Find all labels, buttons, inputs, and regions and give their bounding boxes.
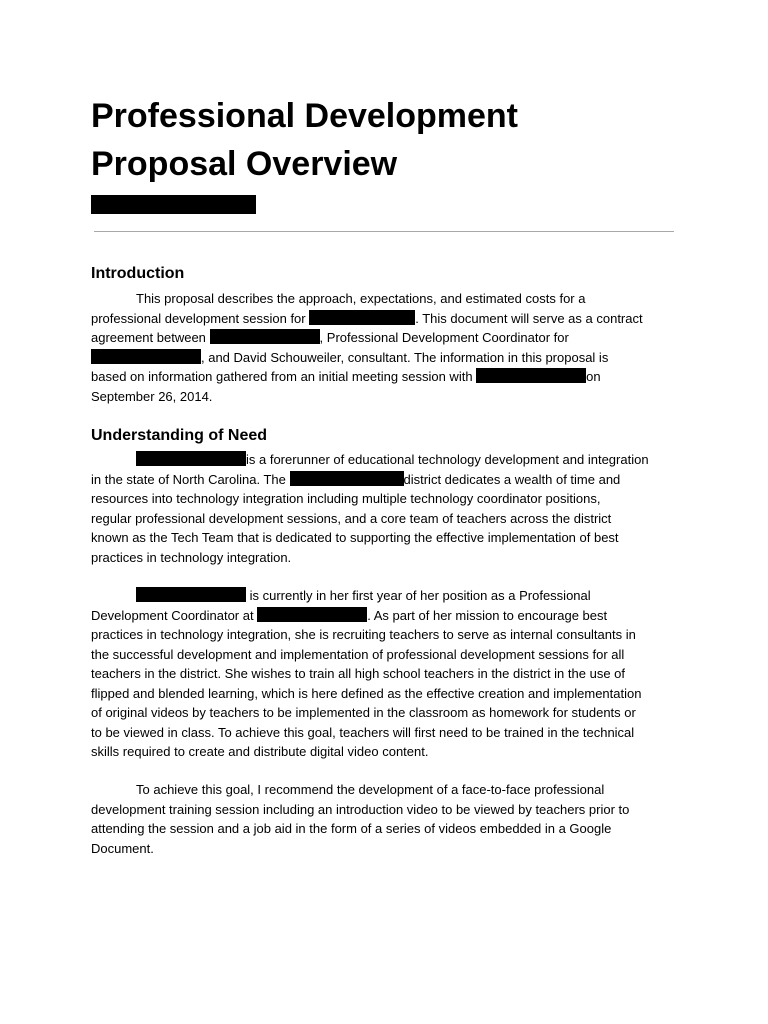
text-segment: is a forerunner of educational technology development and integration — [246, 452, 649, 467]
text-line: attending the session and a job aid in the form of a series of videos embedded in a Google — [91, 821, 612, 836]
text-line: This proposal describes the approach, expectations, and estimated costs for a — [136, 291, 586, 306]
text-line: regular professional development sessions, and a core team of teachers across the district — [91, 510, 612, 526]
title-divider — [94, 231, 674, 232]
text-line: teachers in the district. She wishes to train all high school teachers in the district in the use of — [91, 666, 625, 681]
title-line: Professional Development — [91, 97, 519, 135]
redaction-bar — [91, 349, 201, 364]
introduction-heading: Introduction — [91, 265, 185, 282]
text-line: to be viewed in class. To achieve this goal, teachers will first need to be trained in the technical — [91, 724, 635, 740]
introduction-paragraph — [91, 289, 681, 406]
text-segment: . As part of her mission to encourage best — [367, 607, 608, 623]
text-line: resources into technology integration including multiple technology coordinator positions, — [91, 491, 601, 506]
text-line: of original videos by teachers to be implemented in the classroom as homework for students or — [91, 705, 636, 720]
understanding-of-need-heading: Understanding of Need — [91, 427, 268, 444]
text-segment: To achieve this goal, I recommend the development of a face-to-face professional — [136, 782, 605, 797]
need-paragraph-2 — [91, 586, 681, 762]
redaction-bar — [136, 587, 246, 602]
text-line: the successful development and implementation of professional development sessions for all — [91, 646, 625, 662]
need-paragraph-3 — [91, 780, 681, 858]
document-title — [91, 92, 691, 188]
redaction-bar — [210, 329, 320, 344]
text-line: flipped and blended learning, which is here defined as the effective creation and implementation — [91, 685, 642, 701]
text-segment: is currently in her first year of her position as a Professional — [246, 588, 591, 603]
text-line: practices in technology integration. — [91, 549, 292, 565]
text-line: practices in technology integration, she is recruiting teachers to serve as internal consultants in — [91, 627, 636, 642]
text-line: September 26, 2014. — [91, 388, 213, 404]
text-segment: on — [586, 369, 601, 384]
redaction-bar — [136, 451, 246, 466]
text-line: skills required to create and distribute digital video content. — [91, 744, 429, 759]
text-line: development training session including an introduction video to be viewed by teachers prior to — [91, 801, 630, 817]
redaction-bar — [257, 607, 367, 622]
text-segment: based on information gathered from an initial meeting session with — [91, 369, 473, 384]
text-segment: agreement between — [91, 330, 206, 345]
need-paragraph-1 — [91, 450, 681, 567]
text-line: known as the Tech Team that is dedicated to supporting the effective implementation of best — [91, 530, 619, 545]
text-segment: Development Coordinator at — [91, 607, 254, 623]
text-segment: in the state of North Carolina. The — [91, 471, 286, 487]
text-segment: , Professional Development Coordinator for — [319, 330, 569, 345]
title-line: Proposal Overview — [91, 145, 398, 183]
text-segment: . This document will serve as a contract — [415, 310, 643, 326]
text-segment: district dedicates a wealth of time and — [403, 471, 621, 487]
redaction-bar — [290, 471, 404, 486]
text-segment: , and David Schouweiler, consultant. The information in this proposal is — [201, 349, 609, 365]
text-line: Document. — [91, 840, 154, 856]
text-segment: professional development session for — [91, 310, 306, 326]
author-redaction — [91, 195, 256, 214]
redaction-bar — [309, 310, 415, 325]
redaction-bar — [476, 368, 586, 383]
